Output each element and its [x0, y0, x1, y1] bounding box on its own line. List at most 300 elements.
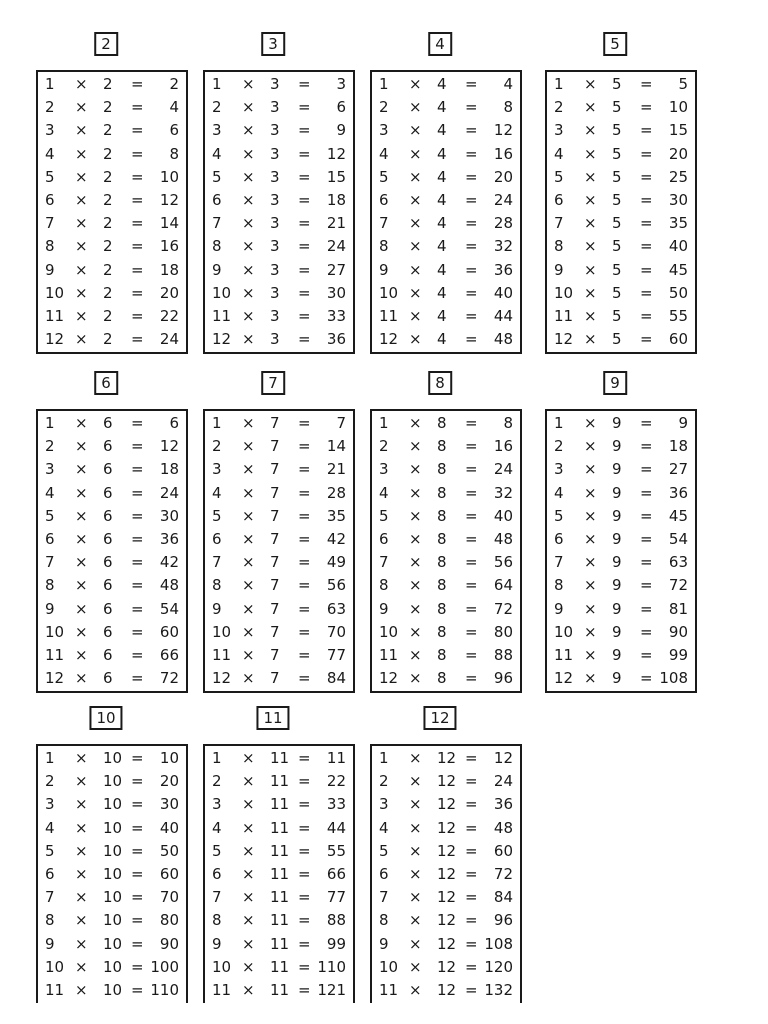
product: 70: [326, 622, 346, 641]
times-sign: ×: [242, 911, 255, 930]
multiplier: 10: [103, 795, 123, 814]
multiplier: 10: [103, 957, 123, 976]
equals-sign: =: [131, 553, 144, 572]
multiplicand: 7: [45, 214, 55, 233]
product: 108: [659, 669, 688, 688]
product: 63: [326, 599, 346, 618]
multiplicand: 2: [212, 98, 222, 117]
multiplicand: 7: [379, 214, 389, 233]
table-row: [547, 96, 695, 119]
multiplier: 8: [437, 414, 447, 432]
table-header-11: 11: [256, 706, 289, 730]
times-sign: ×: [242, 283, 255, 302]
product: 36: [159, 529, 179, 548]
equals-sign: =: [298, 167, 311, 186]
multiplicand: 1: [554, 75, 564, 93]
table-row: [547, 73, 695, 96]
multiplier: 2: [103, 214, 113, 233]
multiplicand: 8: [212, 237, 222, 256]
table-row: [547, 435, 695, 458]
equals-sign: =: [465, 330, 478, 349]
multiplier: 9: [612, 576, 622, 595]
table-row: [205, 505, 353, 528]
times-sign: ×: [242, 460, 255, 479]
table-grid: [203, 409, 355, 693]
multiplicand: 11: [554, 306, 574, 325]
multiplicand: 5: [45, 506, 55, 525]
table-row: [38, 282, 186, 305]
multiplier: 5: [612, 144, 622, 163]
product: 96: [493, 911, 513, 930]
times-sign: ×: [75, 599, 88, 618]
multiplicand: 11: [45, 306, 65, 325]
multiplier: 3: [270, 214, 280, 233]
times-sign: ×: [75, 214, 88, 233]
product: 77: [326, 645, 346, 664]
table-row: [372, 840, 520, 863]
table-row: [205, 482, 353, 505]
product: 56: [326, 576, 346, 595]
table-grid: [36, 70, 188, 354]
multiplicand: 9: [212, 260, 222, 279]
product: 48: [493, 330, 513, 349]
equals-sign: =: [298, 622, 311, 641]
product: 40: [493, 506, 513, 525]
table-row: [372, 909, 520, 932]
equals-sign: =: [298, 957, 311, 976]
multiplicand: 5: [212, 841, 222, 860]
times-sign: ×: [584, 167, 597, 186]
times-sign: ×: [75, 841, 88, 860]
product: 40: [493, 283, 513, 302]
multiplier: 9: [612, 483, 622, 502]
multiplier: 4: [437, 167, 447, 186]
multiplier: 12: [437, 957, 457, 976]
times-sign: ×: [242, 306, 255, 325]
multiplier: 2: [103, 75, 113, 93]
product: 20: [668, 144, 688, 163]
table-row: [38, 747, 186, 770]
times-sign: ×: [75, 306, 88, 325]
table-row: [38, 528, 186, 551]
product: 24: [326, 237, 346, 256]
table-row: [205, 458, 353, 481]
equals-sign: =: [640, 144, 653, 163]
multiplicand: 10: [379, 957, 399, 976]
product: 11: [326, 749, 346, 767]
times-sign: ×: [584, 645, 597, 664]
times-sign: ×: [75, 121, 88, 140]
times-sign: ×: [409, 144, 422, 163]
equals-sign: =: [298, 483, 311, 502]
product: 9: [336, 121, 346, 140]
table-row: [38, 305, 186, 328]
times-sign: ×: [409, 669, 422, 688]
multiplicand: 3: [45, 460, 55, 479]
table-row: [547, 505, 695, 528]
product: 4: [169, 98, 179, 117]
times-sign: ×: [242, 190, 255, 209]
multiplier: 9: [612, 414, 622, 432]
multiplicand: 6: [554, 529, 564, 548]
product: 45: [668, 506, 688, 525]
table-row: [205, 909, 353, 932]
multiplier: 4: [437, 121, 447, 140]
table-row: [205, 528, 353, 551]
multiplier: 2: [103, 237, 113, 256]
times-sign: ×: [584, 483, 597, 502]
multiplier: 3: [270, 190, 280, 209]
multiplier: 9: [612, 599, 622, 618]
table-row: [38, 259, 186, 282]
table-row: [205, 747, 353, 770]
times-sign: ×: [75, 622, 88, 641]
multiplier: 11: [270, 749, 290, 767]
times-sign: ×: [409, 306, 422, 325]
multiplier: 12: [437, 864, 457, 883]
table-header-2: 2: [94, 32, 118, 56]
multiplier: 9: [612, 669, 622, 688]
multiplier: 3: [270, 237, 280, 256]
table-row: [372, 73, 520, 96]
multiplicand: 10: [379, 622, 399, 641]
multiplier: 5: [612, 260, 622, 279]
multiplicand: 5: [379, 841, 389, 860]
equals-sign: =: [465, 957, 478, 976]
product: 88: [326, 911, 346, 930]
multiplier: 7: [270, 622, 280, 641]
times-sign: ×: [584, 190, 597, 209]
times-sign: ×: [75, 888, 88, 907]
product: 100: [150, 957, 179, 976]
multiplicand: 1: [45, 414, 55, 432]
multiplicand: 6: [379, 529, 389, 548]
product: 21: [326, 214, 346, 233]
product: 14: [326, 437, 346, 456]
equals-sign: =: [131, 911, 144, 930]
times-sign: ×: [409, 599, 422, 618]
times-sign: ×: [242, 330, 255, 349]
table-row: [38, 886, 186, 909]
equals-sign: =: [131, 622, 144, 641]
equals-sign: =: [298, 190, 311, 209]
table-grid: [370, 70, 522, 354]
equals-sign: =: [465, 75, 478, 93]
multiplicand: 5: [554, 506, 564, 525]
equals-sign: =: [131, 529, 144, 548]
multiplicand: 4: [45, 483, 55, 502]
multiplicand: 8: [379, 911, 389, 930]
table-row: [547, 305, 695, 328]
table-row: [547, 528, 695, 551]
multiplicand: 9: [45, 260, 55, 279]
equals-sign: =: [298, 506, 311, 525]
table-row: [205, 979, 353, 1002]
table-row: [372, 119, 520, 142]
product: 108: [484, 934, 513, 953]
multiplier: 10: [103, 864, 123, 883]
times-sign: ×: [409, 283, 422, 302]
equals-sign: =: [298, 669, 311, 688]
multiplicand: 4: [554, 483, 564, 502]
multiplier: 6: [103, 576, 113, 595]
multiplicand: 2: [212, 437, 222, 456]
multiplicand: 6: [212, 529, 222, 548]
multiplicand: 9: [379, 260, 389, 279]
equals-sign: =: [465, 437, 478, 456]
product: 28: [493, 214, 513, 233]
multiplicand: 8: [379, 576, 389, 595]
multiplier: 9: [612, 529, 622, 548]
times-sign: ×: [75, 190, 88, 209]
table-row: [372, 305, 520, 328]
equals-sign: =: [131, 841, 144, 860]
times-sign: ×: [584, 144, 597, 163]
equals-sign: =: [131, 645, 144, 664]
table-row: [547, 551, 695, 574]
multiplier: 7: [270, 437, 280, 456]
equals-sign: =: [640, 437, 653, 456]
times-sign: ×: [242, 888, 255, 907]
equals-sign: =: [131, 460, 144, 479]
multiplier: 6: [103, 529, 113, 548]
equals-sign: =: [465, 190, 478, 209]
table-row: [372, 482, 520, 505]
table-row: [372, 143, 520, 166]
table-row: [372, 505, 520, 528]
table-row: [205, 435, 353, 458]
multiplicand: 5: [379, 506, 389, 525]
multiplicand: 4: [212, 144, 222, 163]
multiplier: 5: [612, 283, 622, 302]
table-row: [205, 143, 353, 166]
multiplicand: 12: [45, 330, 65, 349]
product: 72: [159, 669, 179, 688]
times-sign: ×: [242, 260, 255, 279]
table-grid: [370, 409, 522, 693]
table-row: [372, 212, 520, 235]
equals-sign: =: [465, 553, 478, 572]
product: 8: [503, 98, 513, 117]
multiplicand: 6: [45, 529, 55, 548]
table-row: [205, 574, 353, 597]
multiplier: 12: [437, 934, 457, 953]
multiplicand: 10: [45, 957, 65, 976]
product: 60: [668, 330, 688, 349]
product: 44: [326, 818, 346, 837]
times-sign: ×: [75, 414, 88, 432]
times-sign: ×: [409, 529, 422, 548]
product: 33: [326, 795, 346, 814]
times-sign: ×: [584, 622, 597, 641]
product: 77: [326, 888, 346, 907]
product: 5: [678, 75, 688, 93]
multiplicand: 7: [45, 553, 55, 572]
product: 18: [159, 460, 179, 479]
multiplier: 3: [270, 330, 280, 349]
times-sign: ×: [409, 98, 422, 117]
times-sign: ×: [409, 957, 422, 976]
times-sign: ×: [75, 957, 88, 976]
product: 72: [493, 864, 513, 883]
product: 48: [159, 576, 179, 595]
table-row: [547, 143, 695, 166]
multiplier: 11: [270, 841, 290, 860]
multiplicand: 12: [212, 669, 232, 688]
multiplicand: 1: [45, 75, 55, 93]
multiplier: 8: [437, 576, 447, 595]
times-sign: ×: [75, 980, 88, 999]
equals-sign: =: [298, 818, 311, 837]
table-row: [38, 979, 186, 1002]
product: 90: [668, 622, 688, 641]
equals-sign: =: [465, 121, 478, 140]
table-row: [372, 259, 520, 282]
multiplicand: 4: [45, 818, 55, 837]
multiplicand: 6: [554, 190, 564, 209]
multiplicand: 12: [379, 669, 399, 688]
product: 132: [484, 980, 513, 999]
multiplier: 2: [103, 283, 113, 302]
equals-sign: =: [640, 330, 653, 349]
multiplier: 6: [103, 506, 113, 525]
multiplier: 6: [103, 645, 113, 664]
table-header-7: 7: [261, 371, 285, 395]
multiplicand: 4: [554, 144, 564, 163]
multiplicand: 5: [554, 167, 564, 186]
equals-sign: =: [640, 669, 653, 688]
multiplier: 12: [437, 818, 457, 837]
table-row: [547, 119, 695, 142]
multiplicand: 12: [379, 330, 399, 349]
product: 2: [169, 75, 179, 93]
multiplicand: 11: [45, 645, 65, 664]
equals-sign: =: [131, 795, 144, 814]
table-row: [38, 505, 186, 528]
equals-sign: =: [465, 645, 478, 664]
product: 32: [493, 483, 513, 502]
multiplicand: 12: [212, 330, 232, 349]
multiplier: 2: [103, 98, 113, 117]
product: 14: [159, 214, 179, 233]
multiplicand: 9: [379, 934, 389, 953]
equals-sign: =: [131, 864, 144, 883]
times-sign: ×: [242, 980, 255, 999]
multiplicand: 3: [554, 460, 564, 479]
multiplier: 4: [437, 190, 447, 209]
multiplier: 7: [270, 576, 280, 595]
times-sign: ×: [409, 460, 422, 479]
table-row: [38, 96, 186, 119]
table-row: [205, 166, 353, 189]
times-sign: ×: [409, 483, 422, 502]
multiplicand: 3: [45, 121, 55, 140]
multiplier: 9: [612, 506, 622, 525]
times-sign: ×: [75, 75, 88, 93]
product: 60: [159, 622, 179, 641]
table-row: [38, 143, 186, 166]
multiplier: 3: [270, 75, 280, 93]
product: 28: [326, 483, 346, 502]
times-sign: ×: [409, 190, 422, 209]
equals-sign: =: [465, 529, 478, 548]
times-sign: ×: [584, 460, 597, 479]
times-sign: ×: [242, 214, 255, 233]
multiplier: 10: [103, 841, 123, 860]
times-sign: ×: [409, 645, 422, 664]
multiplier: 7: [270, 599, 280, 618]
equals-sign: =: [131, 260, 144, 279]
multiplicand: 1: [212, 414, 222, 432]
multiplier: 10: [103, 980, 123, 999]
table-row: [38, 793, 186, 816]
multiplier: 5: [612, 121, 622, 140]
product: 35: [668, 214, 688, 233]
times-sign: ×: [75, 237, 88, 256]
times-sign: ×: [409, 749, 422, 767]
equals-sign: =: [298, 645, 311, 664]
product: 32: [493, 237, 513, 256]
times-sign: ×: [242, 437, 255, 456]
multiplier: 4: [437, 214, 447, 233]
product: 72: [668, 576, 688, 595]
multiplier: 11: [270, 818, 290, 837]
multiplicand: 3: [212, 460, 222, 479]
multiplier: 8: [437, 669, 447, 688]
multiplicand: 11: [379, 306, 399, 325]
product: 24: [159, 330, 179, 349]
table-row: [38, 189, 186, 212]
multiplier: 2: [103, 190, 113, 209]
product: 20: [159, 283, 179, 302]
table-row: [205, 933, 353, 956]
table-row: [372, 435, 520, 458]
multiplier: 8: [437, 506, 447, 525]
table-row: [372, 644, 520, 667]
equals-sign: =: [640, 414, 653, 432]
multiplicand: 2: [379, 98, 389, 117]
times-sign: ×: [75, 98, 88, 117]
multiplier: 3: [270, 167, 280, 186]
times-sign: ×: [409, 121, 422, 140]
times-sign: ×: [75, 576, 88, 595]
product: 84: [326, 669, 346, 688]
table-row: [38, 933, 186, 956]
times-sign: ×: [75, 167, 88, 186]
table-row: [547, 189, 695, 212]
table-row: [372, 235, 520, 258]
multiplier: 8: [437, 483, 447, 502]
multiplicand: 1: [554, 414, 564, 432]
multiplicand: 8: [45, 911, 55, 930]
multiplier: 11: [270, 911, 290, 930]
equals-sign: =: [298, 934, 311, 953]
multiplier: 4: [437, 260, 447, 279]
table-grid: [203, 744, 355, 1003]
multiplier: 2: [103, 121, 113, 140]
equals-sign: =: [131, 214, 144, 233]
table-row: [38, 212, 186, 235]
times-sign: ×: [584, 283, 597, 302]
multiplicand: 5: [45, 841, 55, 860]
table-row: [38, 621, 186, 644]
equals-sign: =: [640, 190, 653, 209]
equals-sign: =: [465, 214, 478, 233]
multiplier: 3: [270, 144, 280, 163]
multiplicand: 3: [212, 795, 222, 814]
multiplier: 6: [103, 483, 113, 502]
product: 3: [336, 75, 346, 93]
